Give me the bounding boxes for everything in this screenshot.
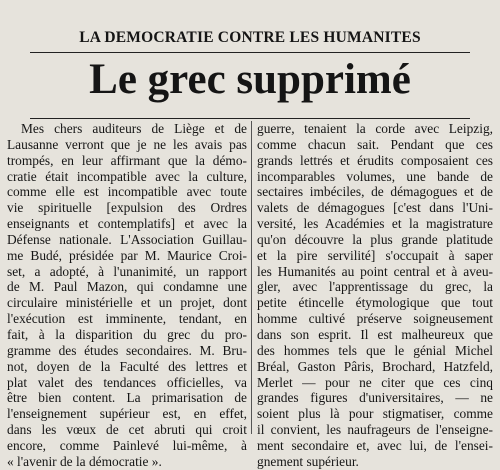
text-line: gramme des études secondaires. M. Bru-	[7, 342, 247, 358]
article-title: Le grec supprimé	[89, 56, 411, 103]
text-line: versité, les Académies et la magistrature	[257, 216, 493, 232]
text-line: comme elle est incompatible avec toute	[7, 184, 247, 200]
text-line: et la pire servilité] s'occupait à saper	[257, 247, 493, 263]
text-line: set, a adopté, à l'unanimité, un rapport	[7, 263, 247, 279]
text-line: me Budé, présidée par M. Maurice Croi-	[7, 247, 247, 263]
text-line: Mes chers auditeurs de Liège et de	[21, 121, 247, 136]
text-line: l'exécution est imminente, tendant, en	[7, 311, 247, 327]
text-line: grandes figures d'universitaires, — ne	[257, 390, 493, 406]
header-rule-bottom	[30, 118, 470, 119]
text-line: comme chacun sait. Pendant que ces	[257, 136, 493, 152]
text-line: dans les vœux de cet abruti qui croit	[7, 422, 247, 438]
text-line: gnement supérieur.	[257, 453, 359, 469]
text-line: circulaire ministérielle et un projet, dont	[7, 295, 247, 311]
column-left	[7, 121, 247, 470]
text-line: ment secondaire et, avec lui, de l'ensei-	[257, 437, 493, 453]
text-line: not, doyen de la Faculté des lettres et	[7, 358, 247, 374]
text-line: valets de démagogues [c'est dans l'Uni-	[257, 200, 493, 216]
header-rule-top	[30, 52, 470, 53]
text-line: il convient, les naufrageurs de l'enseigne-	[257, 422, 493, 438]
text-line: plat valet des tendances officielles, va	[7, 374, 247, 390]
text-line: gler, avec l'apprentissage du grec, la	[257, 279, 493, 295]
text-line: être bien content. La primarisation de	[7, 390, 247, 406]
text-line: cratie était incompatible avec la culture,	[7, 168, 247, 184]
text-line: « l'avenir de la démocratie ».	[7, 453, 162, 469]
text-line: Merlet — pour ne citer que ces cinq	[257, 374, 493, 390]
text-line: soient plus là pour stigmatiser, comme	[257, 406, 493, 422]
text-line: Lausanne verront que je ne les avais pas	[7, 136, 247, 152]
text-line: l'enseignement supérieur est, en effet,	[7, 406, 247, 422]
text-line: enseignants et contemplatifs] et avec la	[7, 216, 247, 232]
text-line: incomparables volumes, une bande de	[257, 168, 493, 184]
text-line: qu'on découvre la plus grande platitude	[257, 231, 493, 247]
text-line: fait, à la disparition du grec du pro-	[7, 326, 247, 342]
text-line: de M. Paul Mazon, qui condamne une	[7, 279, 247, 295]
column-right	[257, 121, 493, 470]
article-kicker: LA DEMOCRATIE CONTRE LES HUMANITES	[79, 29, 421, 46]
text-line: les Humanités au point central et à aveu-	[257, 263, 493, 279]
text-line: encore, comme Painlevé lui-même, à	[7, 437, 247, 453]
text-line: dans son esprit. Il est malheureux que	[257, 326, 493, 342]
text-line: trompés, en leur affirmant que la démo-	[7, 152, 247, 168]
text-line: vie spirituelle [expulsion des Ordres	[7, 200, 247, 216]
text-line: homme cultivé préserve soigneusement	[257, 311, 493, 327]
text-line: des hommes tels que le génial Michel	[257, 342, 493, 358]
text-line: petite étincelle étymologique que tout	[257, 295, 493, 311]
text-line: Bréal, Gaston Pâris, Brochard, Hatzfeld,	[257, 358, 493, 374]
column-divider	[251, 121, 252, 434]
text-line: sectaires imbéciles, de démagogues et de	[257, 184, 493, 200]
text-line: guerre, tenaient la corde avec Leipzig,	[257, 121, 493, 136]
text-line: grands lettrés et érudits composaient ces	[257, 152, 493, 168]
text-line: Défense nationale. L'Association Guillau-	[7, 231, 247, 247]
